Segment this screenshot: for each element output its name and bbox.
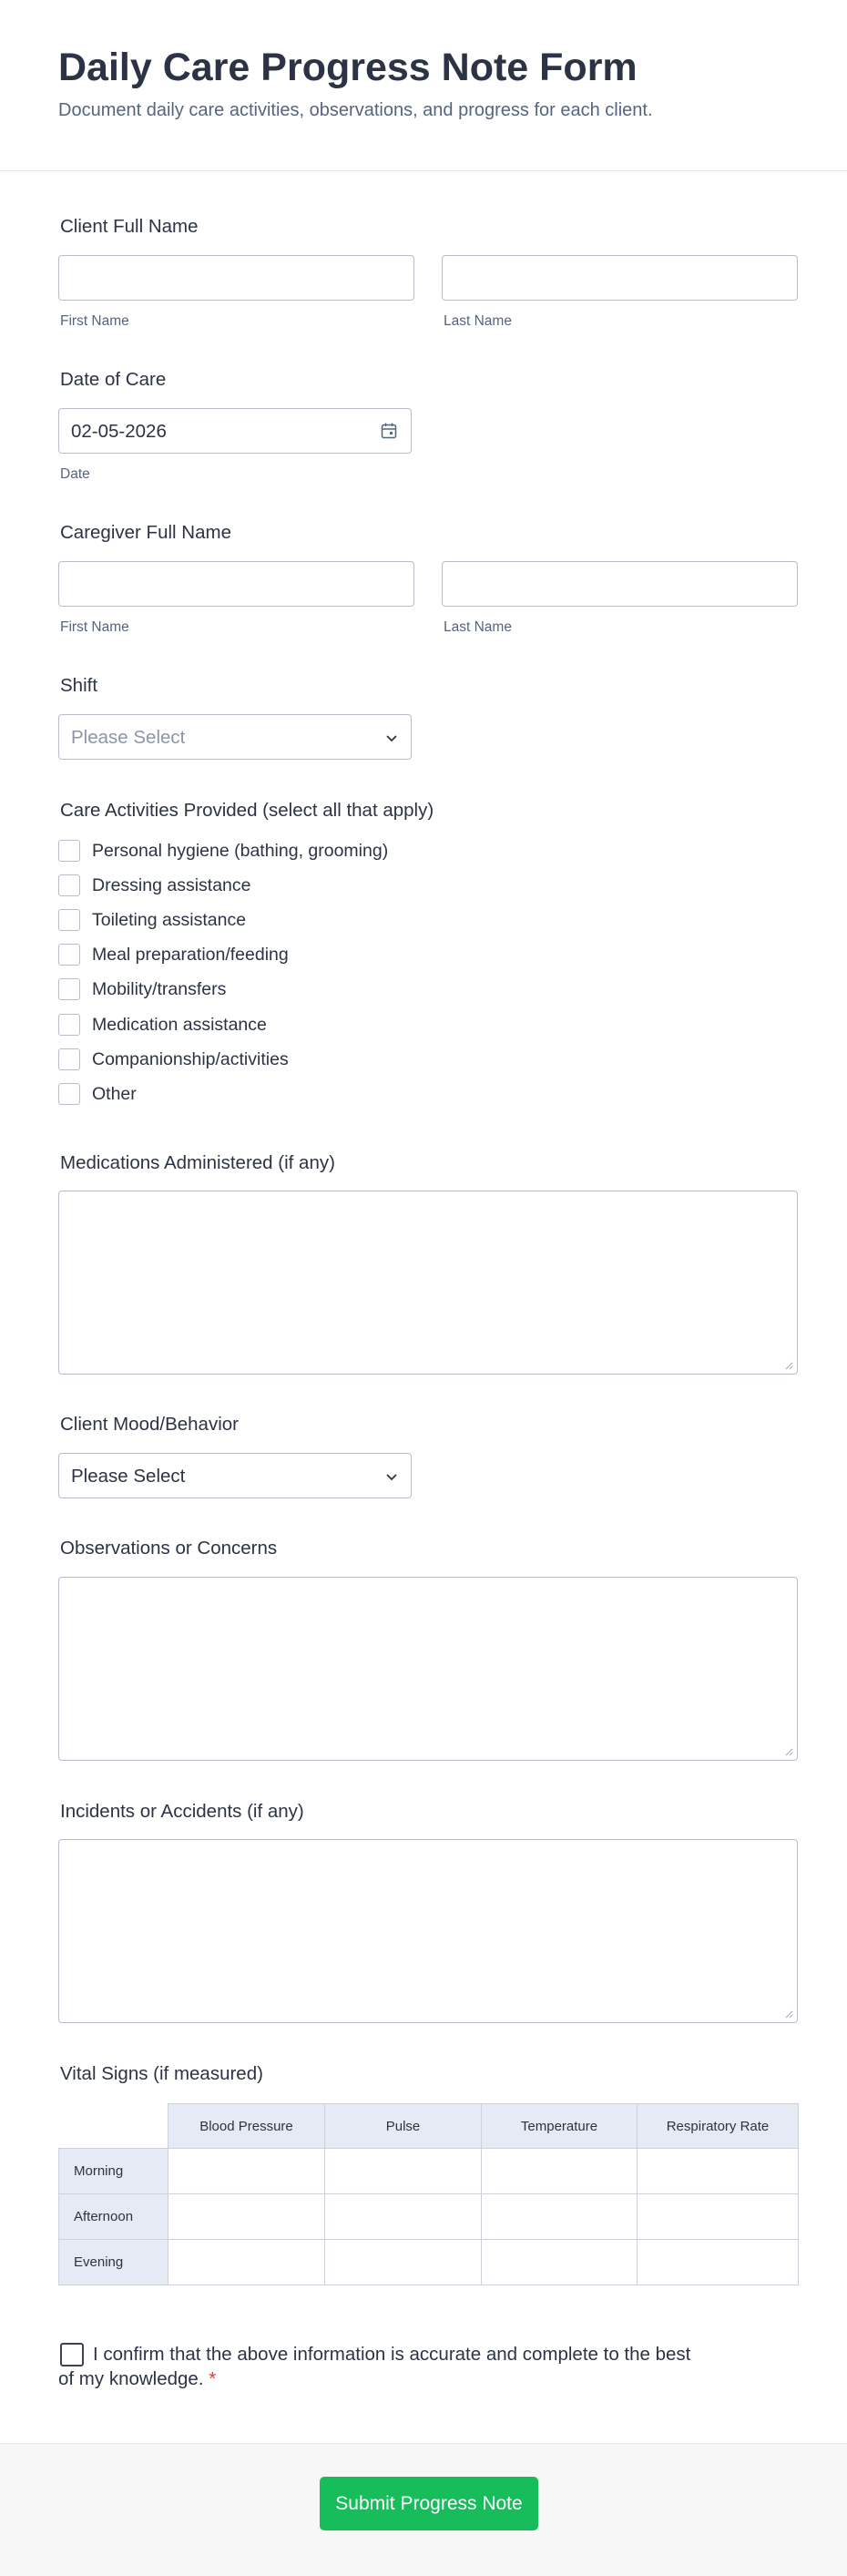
care-activity-label: Dressing assistance — [92, 875, 251, 895]
care-activity-label: Medication assistance — [92, 1015, 267, 1035]
vitals-cell-input[interactable] — [482, 2240, 638, 2285]
vitals-row — [59, 2194, 799, 2240]
incidents-label: Incidents or Accidents (if any) — [60, 1801, 304, 1822]
date-sublabel: Date — [60, 466, 90, 482]
care-activity-option[interactable] — [58, 1014, 514, 1038]
calendar-icon[interactable] — [380, 422, 398, 440]
vitals-label: Vital Signs (if measured) — [60, 2063, 263, 2084]
client-last-name-input[interactable] — [442, 255, 798, 301]
client-last-name-sublabel: Last Name — [444, 313, 512, 329]
vitals-cell-input[interactable] — [482, 2149, 638, 2194]
client-first-name-sublabel: First Name — [60, 313, 129, 329]
vitals-cell-input[interactable] — [482, 2194, 638, 2240]
care-activity-label: Mobility/transfers — [92, 979, 227, 999]
shift-select[interactable] — [58, 714, 412, 760]
confirm-checkbox[interactable] — [60, 2343, 84, 2366]
chevron-down-icon — [383, 730, 400, 746]
care-activity-checkbox[interactable] — [58, 1048, 80, 1070]
caregiver-first-name-input[interactable] — [58, 561, 414, 607]
care-activity-option[interactable] — [58, 1048, 514, 1072]
care-activity-checkbox[interactable] — [58, 1083, 80, 1105]
date-of-care-value: 02-05-2026 — [71, 421, 167, 442]
vitals-cell-input[interactable] — [325, 2240, 482, 2285]
mood-select[interactable] — [58, 1453, 412, 1498]
care-activity-label: Personal hygiene (bathing, grooming) — [92, 841, 389, 861]
resize-handle-icon[interactable] — [784, 1361, 793, 1370]
care-activity-checkbox[interactable] — [58, 840, 80, 862]
medications-textarea[interactable] — [58, 1191, 798, 1375]
care-activity-option[interactable] — [58, 978, 514, 1002]
form-header — [0, 0, 847, 171]
required-mark: * — [209, 2368, 217, 2389]
incidents-textarea[interactable] — [58, 1839, 798, 2023]
caregiver-last-name-sublabel: Last Name — [444, 619, 512, 635]
confirm-text: I confirm that the above information is accurate and complete to the best of my knowledge. — [58, 2344, 691, 2389]
care-activity-label: Toileting assistance — [92, 910, 247, 930]
care-activity-checkbox[interactable] — [58, 978, 80, 1000]
care-activity-option[interactable] — [58, 1083, 514, 1107]
care-activity-label: Other — [92, 1084, 137, 1104]
vitals-cell-input[interactable] — [325, 2194, 482, 2240]
care-activity-checkbox[interactable] — [58, 874, 80, 896]
vitals-cell-input[interactable] — [325, 2149, 482, 2194]
vitals-column-header: Blood Pressure — [168, 2104, 325, 2149]
vitals-row-header: Morning — [59, 2149, 168, 2194]
vitals-cell-input[interactable] — [168, 2149, 325, 2194]
shift-placeholder: Please Select — [71, 727, 186, 748]
mood-selected-value: Please Select — [71, 1466, 186, 1487]
vitals-column-header: Temperature — [482, 2104, 638, 2149]
vitals-cell-input[interactable] — [638, 2194, 799, 2240]
chevron-down-icon — [383, 1468, 400, 1485]
mood-label: Client Mood/Behavior — [60, 1414, 239, 1435]
care-activity-checkbox[interactable] — [58, 909, 80, 931]
vitals-row-header: Evening — [59, 2240, 168, 2285]
medications-label: Medications Administered (if any) — [60, 1152, 335, 1173]
vitals-cell-input[interactable] — [638, 2240, 799, 2285]
page-title: Daily Care Progress Note Form — [58, 46, 638, 89]
care-activity-option[interactable] — [58, 909, 514, 933]
care-activity-label: Meal preparation/feeding — [92, 945, 289, 965]
care-activity-option[interactable] — [58, 944, 514, 967]
care-activity-option[interactable] — [58, 840, 514, 864]
care-activities-label: Care Activities Provided (select all that apply) — [60, 800, 434, 821]
vitals-column-header: Respiratory Rate — [638, 2104, 799, 2149]
care-activity-checkbox[interactable] — [58, 1014, 80, 1036]
date-of-care-label: Date of Care — [60, 369, 167, 390]
caregiver-last-name-input[interactable] — [442, 561, 798, 607]
page-subtitle: Document daily care activities, observations, and progress for each client. — [58, 100, 653, 120]
date-of-care-input[interactable] — [58, 408, 412, 454]
shift-label: Shift — [60, 675, 98, 696]
vitals-cell-input[interactable] — [168, 2240, 325, 2285]
care-activity-label: Companionship/activities — [92, 1049, 289, 1069]
vitals-column-header: Pulse — [325, 2104, 482, 2149]
care-activity-option[interactable] — [58, 874, 514, 898]
vitals-corner — [59, 2104, 168, 2149]
confirm-statement — [58, 2342, 696, 2391]
client-first-name-input[interactable] — [58, 255, 414, 301]
vitals-row — [59, 2240, 799, 2285]
vitals-matrix — [58, 2103, 799, 2285]
vitals-row-header: Afternoon — [59, 2194, 168, 2240]
resize-handle-icon[interactable] — [784, 1747, 793, 1756]
vitals-row — [59, 2149, 799, 2194]
observations-label: Observations or Concerns — [60, 1538, 278, 1559]
observations-textarea[interactable] — [58, 1577, 798, 1761]
caregiver-first-name-sublabel: First Name — [60, 619, 129, 635]
vitals-cell-input[interactable] — [168, 2194, 325, 2240]
care-activity-checkbox[interactable] — [58, 944, 80, 966]
client-name-label: Client Full Name — [60, 216, 199, 237]
resize-handle-icon[interactable] — [784, 2009, 793, 2019]
vitals-cell-input[interactable] — [638, 2149, 799, 2194]
caregiver-name-label: Caregiver Full Name — [60, 522, 231, 543]
submit-button[interactable]: Submit Progress Note — [320, 2477, 538, 2530]
